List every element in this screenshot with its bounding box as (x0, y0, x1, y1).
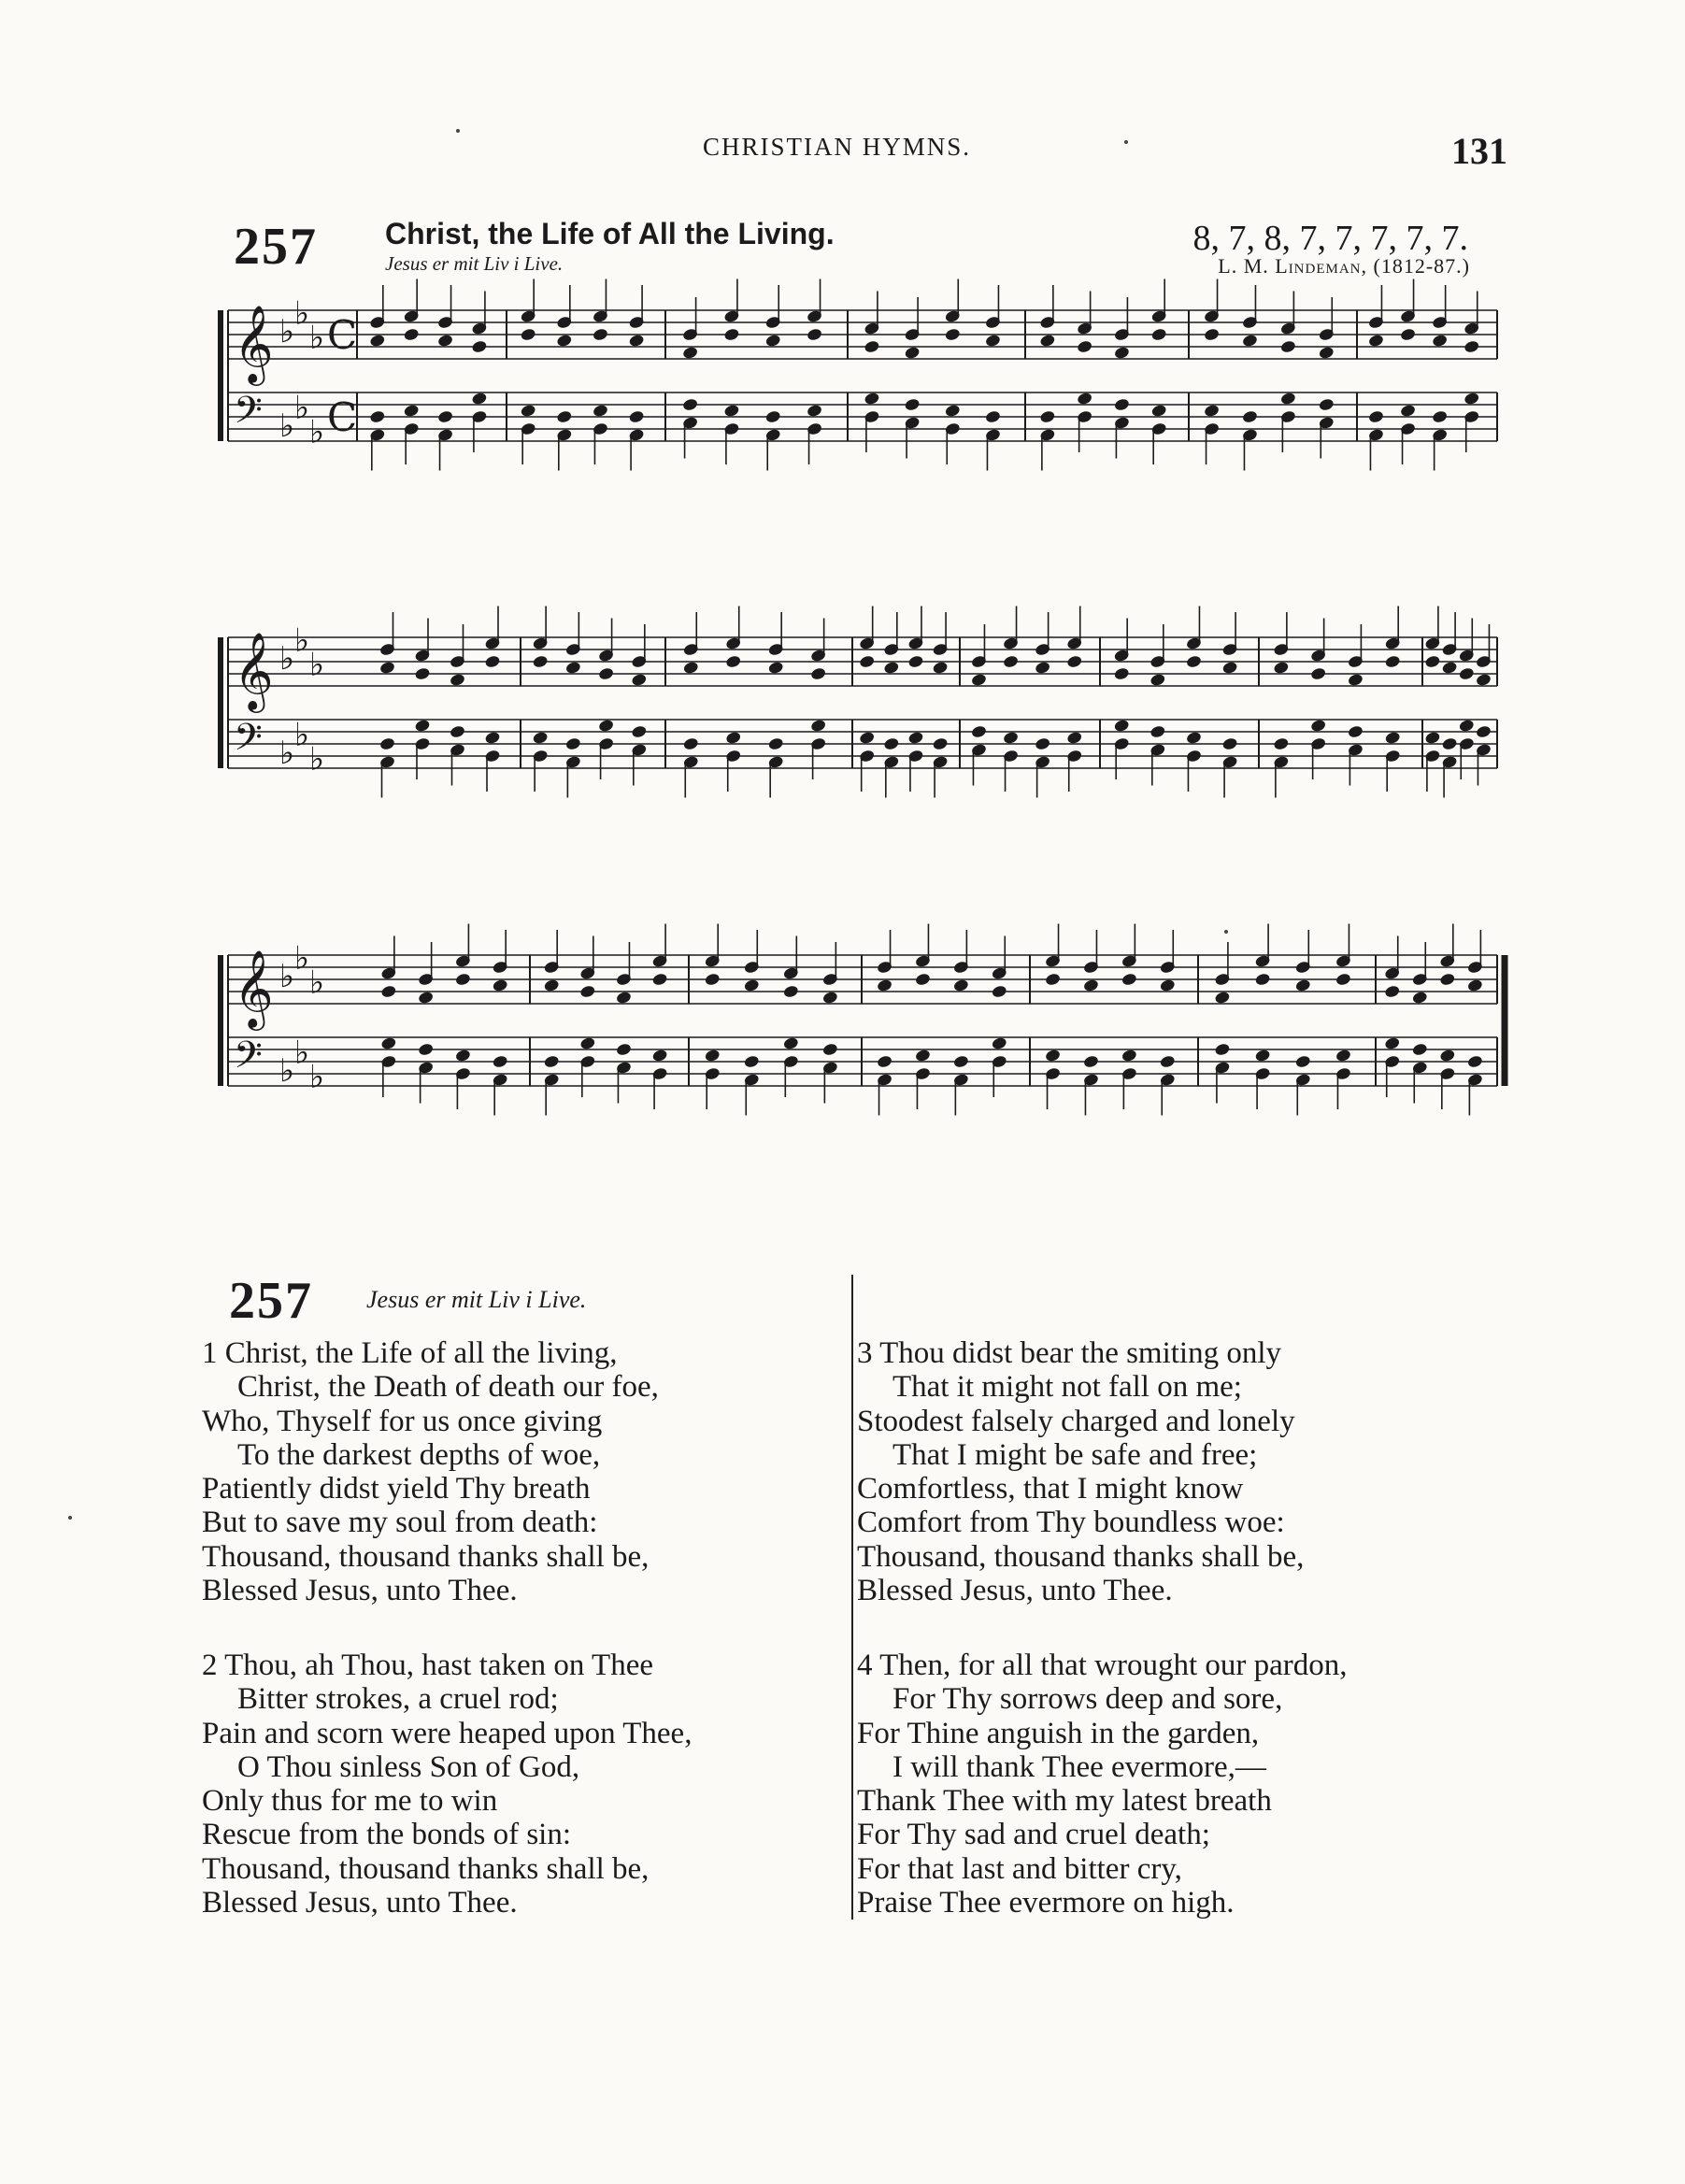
alto-note (1335, 972, 1352, 986)
print-speck (1224, 930, 1228, 934)
tenor-note (1045, 1049, 1062, 1063)
alto-note (1186, 654, 1203, 668)
alto-note (556, 334, 573, 348)
alto-note (985, 334, 1002, 348)
alto-note (1066, 654, 1083, 668)
verse-line: Comfort from Thy boundless woe: (857, 1506, 1285, 1540)
tenor-note (579, 1036, 596, 1050)
alto-note (952, 978, 969, 992)
tenor-note (782, 1036, 799, 1050)
alto-note (971, 673, 988, 687)
tenor-note (1424, 731, 1441, 745)
alto-note (1432, 334, 1449, 348)
alto-note (782, 984, 799, 998)
verse-line: But to save my soul from death: (202, 1506, 598, 1540)
tenor-note (704, 1049, 721, 1063)
key-flat: ♭ (309, 646, 325, 684)
tenor-note (532, 731, 549, 745)
verse-line: Thank Thee with my latest breath (857, 1784, 1272, 1819)
tenor-note (1279, 392, 1296, 406)
key-flat: ♭ (309, 1058, 325, 1096)
tenor-note (864, 392, 880, 406)
tenor-note (631, 724, 648, 738)
tenor-note (651, 1049, 668, 1063)
alto-note (1310, 666, 1327, 680)
verse-line: Blessed Jesus, unto Thee. (202, 1886, 518, 1920)
alto-note (1384, 984, 1401, 998)
alto-note (1003, 654, 1020, 668)
tenor-note (952, 1054, 969, 1068)
tenor-note (1466, 1054, 1483, 1068)
tenor-note (471, 392, 488, 406)
tenor-note (1347, 724, 1364, 738)
tenor-note (743, 1054, 760, 1068)
tenor-note (1035, 736, 1051, 750)
tenor-note (593, 404, 609, 418)
tenor-note (915, 1049, 932, 1063)
verse-line: 3 Thou didst bear the smiting only (857, 1336, 1282, 1370)
tenor-note (628, 409, 645, 423)
tenor-note (971, 724, 988, 738)
verse-line: Thousand, thousand thanks shall be, (202, 1851, 650, 1886)
print-speck (68, 1516, 72, 1520)
alto-note (532, 654, 549, 668)
column-divider (851, 1275, 853, 1920)
text-hymn-number: 257 (229, 1272, 313, 1330)
tenor-note (821, 1042, 838, 1056)
tenor-note (883, 736, 900, 750)
verse-line: For Thy sad and cruel death; (857, 1818, 1210, 1852)
tenor-note (1159, 1054, 1176, 1068)
key-flat: ♭ (279, 958, 295, 995)
verse-line: Thousand, thousand thanks shall be, (202, 1539, 650, 1574)
alto-note (520, 327, 536, 341)
alto-note (767, 661, 784, 675)
tenor-note (985, 409, 1002, 423)
alto-note (1384, 654, 1401, 668)
tenor-note (1254, 1049, 1271, 1063)
alto-note (1464, 339, 1480, 353)
tenor-note (369, 409, 386, 423)
alto-note (403, 327, 420, 341)
alto-note (1439, 972, 1456, 986)
tenor-note (764, 409, 781, 423)
alto-note (414, 666, 431, 680)
alto-note (725, 654, 742, 668)
tenor-note (1310, 719, 1327, 733)
tenor-note (1368, 409, 1385, 423)
composer-dates: (1812-87.) (1373, 254, 1470, 278)
alto-note (1441, 661, 1458, 675)
tenor-note (859, 731, 876, 745)
alto-note (437, 334, 454, 348)
tenor-note (1150, 404, 1167, 418)
verse-line: That it might not fall on me; (892, 1370, 1242, 1405)
tenor-note (907, 731, 924, 745)
print-speck (1124, 140, 1128, 144)
tenor-note (877, 1054, 893, 1068)
tenor-note (454, 1049, 471, 1063)
alto-note (484, 654, 501, 668)
alto-note (883, 661, 900, 675)
alto-note (1273, 661, 1290, 675)
tenor-note (437, 409, 454, 423)
tenor-note (543, 1054, 560, 1068)
alto-note (1221, 661, 1238, 675)
bass-clef: 𝄢 (234, 1034, 263, 1086)
alto-note (631, 673, 648, 687)
key-flat: ♭ (294, 621, 310, 660)
alto-note (743, 978, 760, 992)
alto-note (932, 661, 949, 675)
verse-line: Only thus for me to win (202, 1784, 498, 1819)
tenor-note (418, 1042, 435, 1056)
alto-note (454, 972, 471, 986)
tenor-note (904, 397, 921, 411)
hymn-title: Christ, the Life of All the Living. (385, 217, 835, 250)
verse-line: 4 Then, for all that wrought our pardon, (857, 1649, 1348, 1682)
composer-name: L. M. Lindeman, (1218, 254, 1368, 278)
tenor-note (520, 404, 536, 418)
verse-line: Praise Thee evermore on high. (857, 1886, 1235, 1920)
alto-note (579, 984, 596, 998)
alto-note (807, 327, 823, 341)
verse-line: Christ, the Death of death our foe, (237, 1370, 659, 1405)
key-flat: ♭ (279, 735, 295, 772)
tenor-note (1400, 404, 1417, 418)
tenor-note (380, 1036, 397, 1050)
alto-note (1476, 673, 1492, 687)
alto-note (704, 972, 721, 986)
treble-clef: 𝄞 (234, 304, 274, 382)
alto-note (379, 661, 396, 675)
alto-note (991, 984, 1007, 998)
alto-note (1400, 327, 1417, 341)
alto-note (564, 661, 581, 675)
key-flat: ♭ (294, 939, 310, 978)
tenor-note (1083, 1054, 1100, 1068)
alto-note (1424, 654, 1441, 668)
tenor-note (723, 404, 740, 418)
tenor-note (1214, 1042, 1231, 1056)
alto-note (369, 334, 386, 348)
time-signature: C (327, 394, 358, 440)
hymn-meter: 8, 7, 8, 7, 7, 7, 7, 7. (1192, 219, 1468, 258)
tenor-note (1221, 736, 1238, 750)
hymn-number: 257 (234, 218, 318, 276)
alto-note (907, 654, 924, 668)
hymn-subtitle: Jesus er mit Liv i Live. (385, 252, 564, 275)
tenor-note (598, 719, 615, 733)
tenor-note (1335, 1049, 1352, 1063)
tenor-note (767, 736, 784, 750)
alto-note (682, 661, 699, 675)
key-flat: ♭ (279, 1052, 295, 1090)
key-flat: ♭ (294, 389, 310, 427)
stanza-3 (857, 1336, 1304, 1607)
tenor-note (492, 1054, 508, 1068)
tenor-note (1066, 731, 1083, 745)
tenor-note (991, 1036, 1007, 1050)
alto-note (1411, 991, 1428, 1005)
alto-note (1242, 334, 1259, 348)
key-flat: ♭ (294, 716, 310, 754)
tenor-note (414, 719, 431, 733)
alto-note (1083, 978, 1100, 992)
alto-note (682, 346, 699, 360)
alto-note (1368, 334, 1385, 348)
verse-line: 2 Thou, ah Thou, hast taken on Thee (202, 1649, 653, 1682)
time-signature: C (327, 312, 358, 358)
alto-note (821, 991, 838, 1005)
tenor-note (1439, 1049, 1456, 1063)
alto-note (764, 334, 781, 348)
key-flat: ♭ (279, 407, 295, 445)
tenor-note (1121, 1049, 1137, 1063)
page-number: 131 (1451, 130, 1507, 172)
print-speck (456, 129, 460, 133)
running-head: CHRISTIAN HYMNS. (703, 133, 972, 161)
stanza-4 (857, 1649, 1348, 1920)
tenor-note (1476, 724, 1492, 738)
alto-note (1150, 673, 1166, 687)
alto-note (543, 978, 560, 992)
alto-note (450, 673, 466, 687)
verse-line: Comfortless, that I might know (857, 1472, 1244, 1506)
alto-note (616, 991, 633, 1005)
alto-note (1214, 991, 1231, 1005)
tenor-note (1318, 397, 1335, 411)
verse-line: Patiently didst yield Thy breath (202, 1472, 591, 1506)
alto-note (915, 972, 932, 986)
stanza-2 (202, 1649, 692, 1920)
verse-line: Thousand, thousand thanks shall be, (857, 1539, 1305, 1574)
tenor-note (450, 724, 466, 738)
alto-note (471, 339, 488, 353)
tenor-note (1186, 731, 1203, 745)
tenor-note (1273, 736, 1290, 750)
tenor-note (484, 731, 501, 745)
tenor-note (1150, 724, 1166, 738)
verse-line: Bitter strokes, a cruel rod; (237, 1682, 559, 1717)
verse-line: O Thou sinless Son of God, (237, 1749, 580, 1784)
verse-line: That I might be safe and free; (892, 1437, 1258, 1472)
alto-note (1318, 346, 1335, 360)
tenor-note (1441, 736, 1458, 750)
alto-note (1113, 346, 1130, 360)
alto-note (492, 978, 508, 992)
alto-note (628, 334, 645, 348)
alto-note (810, 666, 827, 680)
tenor-note (944, 404, 961, 418)
treble-clef: 𝄞 (234, 949, 274, 1027)
alto-note (1204, 327, 1221, 341)
verse-line: Stoodest falsely charged and lonely (857, 1404, 1295, 1438)
tenor-note (616, 1042, 633, 1056)
alto-note (1150, 327, 1167, 341)
tenor-note (807, 404, 823, 418)
bass-clef: 𝄢 (234, 389, 263, 441)
alto-note (593, 327, 609, 341)
stanza-1 (202, 1336, 659, 1607)
alto-note (1347, 673, 1364, 687)
tenor-note (725, 731, 742, 745)
alto-note (864, 339, 880, 353)
alto-note (1458, 666, 1475, 680)
alto-note (877, 978, 893, 992)
verse-line: Who, Thyself for us once giving (202, 1404, 603, 1438)
key-flat: ♭ (294, 294, 310, 333)
tenor-note (682, 736, 699, 750)
key-flat: ♭ (279, 640, 295, 678)
tenor-note (1113, 719, 1130, 733)
key-flat: ♭ (309, 964, 325, 1002)
key-flat: ♭ (309, 319, 325, 357)
tenor-note (1384, 731, 1401, 745)
bass-clef: 𝄢 (234, 716, 263, 768)
tenor-note (1411, 1042, 1428, 1056)
tenor-note (932, 736, 949, 750)
alto-note (1113, 666, 1130, 680)
tenor-note (1077, 392, 1093, 406)
tenor-note (403, 404, 420, 418)
verse-line: For Thy sorrows deep and sore, (892, 1682, 1283, 1717)
key-flat: ♭ (279, 313, 295, 350)
alto-note (418, 991, 435, 1005)
alto-note (651, 972, 668, 986)
alto-note (598, 666, 615, 680)
alto-note (1254, 972, 1271, 986)
verse-line: For Thine anguish in the garden, (857, 1716, 1260, 1750)
tenor-note (1003, 731, 1020, 745)
key-flat: ♭ (309, 740, 325, 778)
verse-line: Blessed Jesus, unto Thee. (202, 1574, 518, 1608)
tenor-note (1113, 397, 1130, 411)
alto-note (944, 327, 961, 341)
tenor-note (379, 736, 396, 750)
alto-note (859, 654, 876, 668)
alto-note (1077, 339, 1093, 353)
alto-note (1159, 978, 1176, 992)
tenor-note (1294, 1054, 1311, 1068)
tenor-note (1384, 1036, 1401, 1050)
treble-clef: 𝄞 (234, 631, 274, 709)
tenor-note (1204, 404, 1221, 418)
tenor-note (1464, 392, 1480, 406)
verse-line: Blessed Jesus, unto Thee. (857, 1574, 1173, 1608)
tenor-note (1242, 409, 1259, 423)
tenor-note (810, 719, 827, 733)
music-score (207, 273, 1516, 1217)
alto-note (1279, 339, 1296, 353)
key-flat: ♭ (294, 1034, 310, 1072)
alto-note (1045, 972, 1062, 986)
tenor-note (1458, 719, 1475, 733)
tenor-note (556, 409, 573, 423)
alto-note (1039, 334, 1056, 348)
alto-note (1294, 978, 1311, 992)
verse-line: Pain and scorn were heaped upon Thee, (202, 1716, 693, 1750)
tenor-note (1432, 409, 1449, 423)
text-subtitle: Jesus er mit Liv i Live. (366, 1286, 587, 1313)
tenor-note (564, 736, 581, 750)
verse-line: I will thank Thee evermore,— (892, 1749, 1266, 1784)
alto-note (1466, 978, 1483, 992)
alto-note (1035, 661, 1051, 675)
key-flat: ♭ (309, 413, 325, 451)
alto-note (723, 327, 740, 341)
verse-line: 1 Christ, the Life of all the living, (202, 1336, 618, 1370)
alto-note (904, 346, 921, 360)
alto-note (380, 984, 397, 998)
verse-line: For that last and bitter cry, (857, 1851, 1182, 1886)
tenor-note (1039, 409, 1056, 423)
tenor-note (682, 397, 699, 411)
verse-line: Rescue from the bonds of sin: (202, 1818, 572, 1852)
verse-line: To the darkest depths of woe, (237, 1437, 601, 1472)
alto-note (1121, 972, 1137, 986)
